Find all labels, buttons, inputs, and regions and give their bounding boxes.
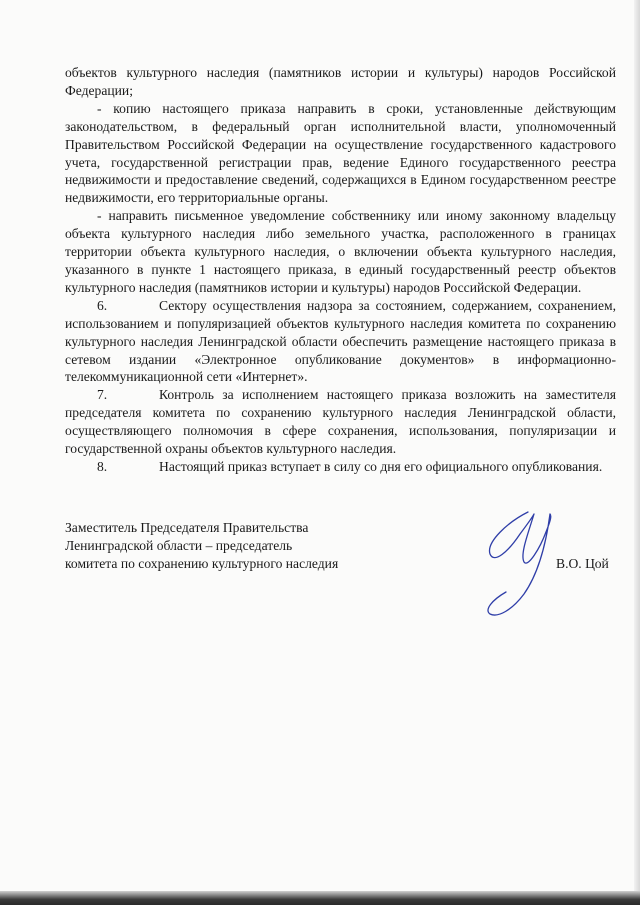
document-body (65, 64, 616, 476)
signatory-title-line: Заместитель Председателя Правительства (65, 520, 309, 535)
paragraph-continuation (65, 64, 616, 100)
paragraph-item-6 (65, 297, 616, 387)
paragraph-text: - направить письменное уведомление собственнику или иному законному владельцу объекта культурного наследия либо земельного участка, расположенного в границах территории объекта культурного наследия, о включении объекта культурного наследия, указанного в пункте 1 настоящего приказа, в единый государственный реестр объектов культурного наследия (памятников истории и культуры) народов Российской Федерации. (65, 208, 616, 295)
paragraph-text: Сектору осуществления надзора за состоянием, содержанием, сохранением, использованием и популяризацией объектов культурного наследия комитета по сохранению культурного наследия Ленинградской области обеспечить размещение настоящего приказа в сетевом издании «Электронное опубликование документов» в информационно-телекоммуникационной сети «Интернет». (65, 297, 616, 385)
paragraph-item-7 (65, 386, 616, 458)
paragraph-text: объектов культурного наследия (памятников истории и культуры) народов Российской Федерации; (65, 65, 616, 98)
paragraph-number: 8. (97, 458, 108, 474)
paragraph-notification (65, 207, 616, 297)
paragraph-number: 6. (97, 297, 108, 313)
paragraph-copy-order (65, 100, 616, 207)
paragraph-item-8 (65, 458, 616, 476)
paragraph-text: Настоящий приказ вступает в силу со дня его официального опубликования. (159, 458, 603, 474)
signatory-name: В.О. Цой (556, 556, 609, 571)
signatory-title-line: Ленинградской области – председатель (65, 537, 293, 553)
paragraph-text: Контроль за исполнением настоящего приказа возложить на заместителя председателя комитета по сохранению культурного наследия Ленинградской области, осуществляющего полномочия в сфере сохранения, использования, популяризации и государственной охраны объектов культурного наследия. (65, 387, 616, 457)
scan-edge (634, 0, 640, 905)
paragraph-number: 7. (97, 387, 108, 403)
scan-bottom-edge (0, 891, 640, 905)
paragraph-text: - копию настоящего приказа направить в сроки, установленные действующим законодательством, в федеральный орган исполнительной власти, уполномоченный Правительством Российской Федерации на осуществление государственного кадастрового учета, государственной регистрации прав, ведение Единого государственного реестра недвижимости и предоставление сведений, содержащихся в Едином государственном реестре недвижимости, его территориальные органы. (65, 100, 616, 206)
signatory-title-line: комитета по сохранению культурного наследия (65, 555, 339, 571)
signatory-title (65, 519, 338, 573)
